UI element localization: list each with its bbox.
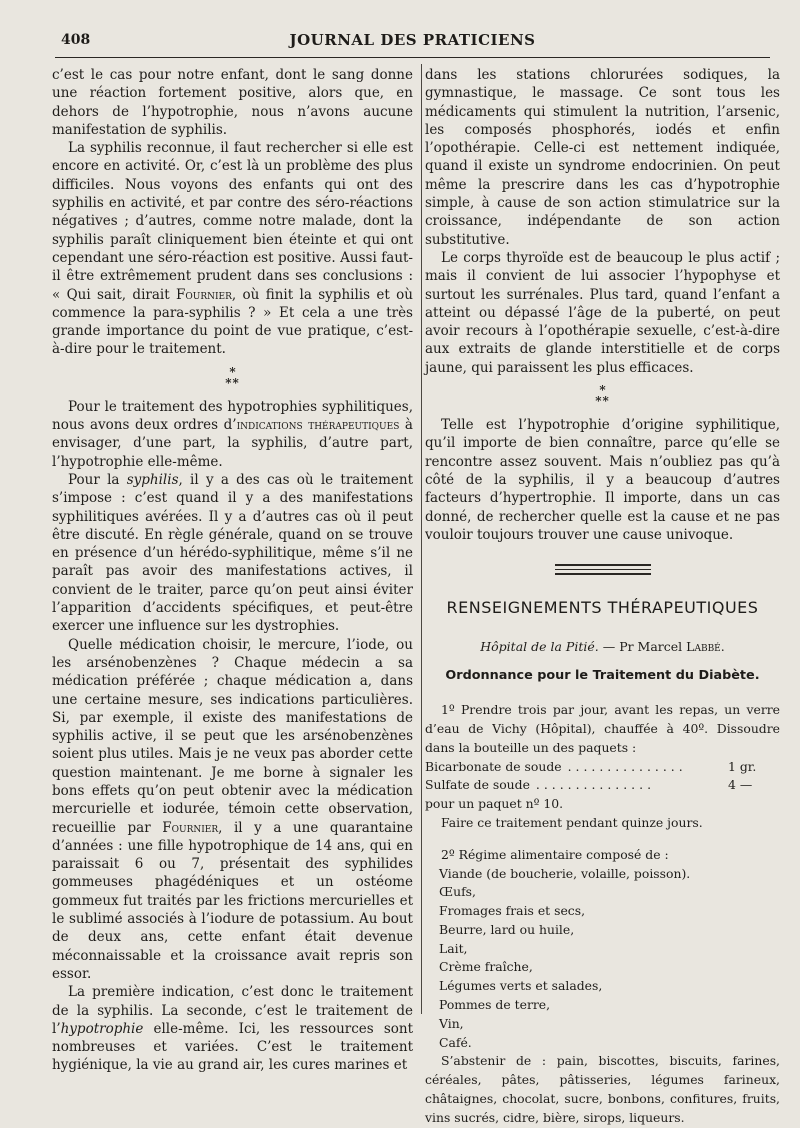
duration-note: Faire ce traitement pendant quinze jours. xyxy=(441,814,703,830)
paragraph: c’est le cas pour notre enfant, dont le sang donne une réaction fortement positive, alors que, en dehors de l’hypotrophie, nous n’avons aucune manifestation de syphilis. xyxy=(52,67,413,138)
paragraph: Quelle médication choisir, le mercure, l’iode, ou les arsénobenzènes ? Chaque médecin a sa médication préférée ; chaque médication a, dans une certaine mesure, ses indications particulières. Si, par exemple, il existe des manifestations de syphilis active, il se peut que les arsénobenzènes soient plus utiles. Mais je ne veux pas aborder cette question maintenant. Je me borne à signaler les bons effets qu’on peut obtenir avec la médication mercurielle et iodurée, témoin cette observation, recueillie par Fournier, il y a une quarantaine d’années : une fille hypotrophique de 14 ans, qui en paraissait 6 ou 7, présentait des syphilides gommeuses phagédéniques et un ostéome gommeux fut traités par les frictions mercurielles et le sublimé associés à l’iodure de potassium. Au bout de deux ans, cette enfant était devenue méconnaissable et la croissance avait repris son essor. xyxy=(52,636,413,982)
small-caps-term: indications thérapeutiques xyxy=(236,417,400,434)
paragraph: Pour le traitement des hypotrophies syphilitiques, nous avons deux ordres d’indications thérapeutiques à envisager, d’une part, la syphilis, d’autre part, l’hypotrophie elle-même. xyxy=(52,398,413,470)
food-item: Café. xyxy=(439,1034,472,1050)
prescription-instructions: 1º Prendre trois par jour, avant les repas, un verre d’eau de Vichy (Hôpital), chauffée à 40º. Dissoudre dans la bouteille un des paquets : xyxy=(425,702,780,755)
paragraph: La syphilis reconnue, il faut rechercher si elle est encore en activité. Or, c’est là un problème des plus difficiles. Nous voyons des enfants qui ont des syphilis en activité, et par contre des séro-réactions négatives ; d’autres, comme notre malade, dont la syphilis paraît cliniquement bien éteinte et qui ont cependant une séro-réaction est positive. Aussi faut-il être extrêmement prudent dans ses conclusions : « Qui sait, dirait Fournier, où finit la syphilis et où commence la para-syphilis ? » Et cela a une très grande importance du point de vue pratique, c’est-à-dire pour le traitement. xyxy=(52,140,413,358)
food-item: Légumes verts et salades, xyxy=(439,978,603,994)
food-item: Viande (de boucherie, volaille, poisson). xyxy=(439,865,691,881)
paragraph: Le corps thyroïde est de beaucoup le plus actif ; mais il convient de lui associer l’hypophyse et surtout les surrénales. Plus tard, quand l’enfant a atteint ou dépassé l’âge de la puberté, on peut avoir recours à l’opothérapie sexuelle, c’est-à-dire aux extraits de glande interstitielle et de corps jaune, qui paraissent les plus efficaces. xyxy=(425,249,780,376)
prescription-section-2 xyxy=(425,846,780,1128)
section-heading: RENSEIGNEMENTS THÉRAPEUTIQUES xyxy=(446,598,759,618)
column-divider xyxy=(421,64,422,1014)
italic-term: hypotrophie xyxy=(60,1020,144,1037)
asterism-divider: * ** xyxy=(595,383,610,409)
ingredient-row: Sulfate de soude ............... 4 — xyxy=(425,777,753,793)
paragraph: dans les stations chlorurées sodiques, la gymnastique, le massage. Ce sont tous les médicaments qui stimulent la nutrition, l’arsenic, les composés phosphorés, iodés et enfin l’opothérapie. Celle-ci est nettement indiquée, quand il existe un syndrome endocrinien. On peut même la prescrire dans les cas d’hypotrophie simple, à cause de son action stimulatrice sur la croissance, indépendante de son action substitutive. xyxy=(425,67,780,248)
page-number: 408 xyxy=(61,32,91,48)
left-column xyxy=(52,66,413,1075)
paragraph: Pour la syphilis, il y a des cas où le traitement s’impose : c’est quand il y a des manifestations syphilitiques avérées. Il y a d’autres cas où il peut être discuté. En règle générale, quand on se trouve en présence d’un hérédo-syphilitique, même s’il ne paraît pas avoir des manifestations actives, il convient de le traiter, parce qu’on peut ainsi éviter l’apparition d’accidents spécifiques, et peut-être exercer une influence sur les dystrophies. xyxy=(52,471,414,635)
ingredient-row: Bicarbonate de soude ............... 1 gr. xyxy=(425,758,757,774)
dose-note: pour un paquet nº 10. xyxy=(425,796,564,812)
asterism-divider: * ** xyxy=(225,364,240,390)
header-rule xyxy=(55,57,770,58)
paragraph: Telle est l’hypotrophie d’origine syphilitique, qu’il importe de bien connaître, parce qu’elle se rencontre assez souvent. Mais n’oubliez pas qu’à côté de la syphilis, il y a beaucoup d’autres facteurs d’hypertrophie. Il importe, dans un cas donné, de rechercher quelle est la cause et ne pas vouloir toujours trouver une cause univoque. xyxy=(425,417,780,543)
food-item: Fromages frais et secs, xyxy=(439,903,586,919)
food-item: Crème fraîche, xyxy=(439,959,533,975)
diet-intro: 2º Régime alimentaire composé de : xyxy=(441,846,669,862)
abstain-list: S’abstenir de : pain, biscottes, biscuits, farines, céréales, pâtes, pâtisseries, légumes farineux, châtaignes, chocolat, sucre, bonbons, confitures, fruits, vins sucrés, cidre, bière, sirops, liqueurs. xyxy=(425,1053,780,1125)
running-title: JOURNAL DES PRATICIENS xyxy=(289,31,536,49)
right-column xyxy=(425,66,780,1128)
prescription-section-1 xyxy=(425,701,780,833)
section-separator xyxy=(555,564,651,575)
page-header xyxy=(55,30,770,52)
paragraph: La première indication, c’est donc le traitement de la syphilis. La seconde, c’est le traitement de l’hypotrophie elle-même. Ici, les ressources sont nombreuses et variées. C’est le traitement hygiénique, la vie au grand air, les cures marines et xyxy=(52,984,413,1074)
author-name: Fournier xyxy=(176,286,232,303)
author-name: Fournier xyxy=(162,819,219,836)
food-item: Pommes de terre, xyxy=(439,997,551,1013)
prescription-title: Ordonnance pour le Traitement du Diabète. xyxy=(445,668,760,684)
food-item: Lait, xyxy=(439,940,468,956)
italic-term: syphilis xyxy=(126,471,179,488)
food-item: Beurre, lard ou huile, xyxy=(439,921,575,937)
hospital-byline: Hôpital de la Pitié. — Pr Marcel Labbé. xyxy=(480,639,725,655)
food-item: Vin, xyxy=(439,1015,464,1031)
food-item: Œufs, xyxy=(439,884,476,900)
